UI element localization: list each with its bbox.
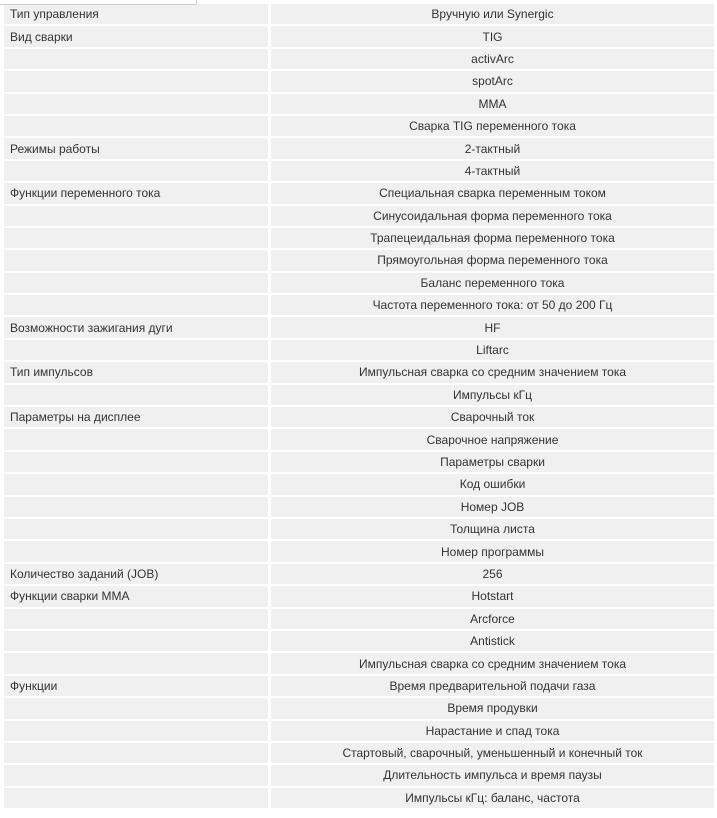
spec-name-cell xyxy=(4,49,271,71)
spec-value-cell: Толщина листа xyxy=(271,519,714,541)
spec-value-cell: Сварочное напряжение xyxy=(271,429,714,451)
table-row xyxy=(4,676,714,698)
spec-name-cell xyxy=(4,250,271,272)
spec-name-cell xyxy=(4,94,271,116)
spec-name-cell: Режимы работы xyxy=(4,138,271,160)
spec-value-cell: HF xyxy=(271,317,714,339)
spec-value-cell: Arcforce xyxy=(271,609,714,631)
spec-value-cell: Нарастание и спад тока xyxy=(271,721,714,743)
spec-name-cell xyxy=(4,295,271,317)
spec-value-cell: MMA xyxy=(271,94,714,116)
spec-name-cell: Тип импульсов xyxy=(4,362,271,384)
spec-name-cell xyxy=(4,698,271,720)
table-row xyxy=(4,788,714,811)
spec-name-cell: Функции xyxy=(4,676,271,698)
spec-name-cell xyxy=(4,497,271,519)
table-row xyxy=(4,765,714,787)
spec-name-cell xyxy=(4,743,271,765)
table-row xyxy=(4,49,714,71)
spec-name-cell xyxy=(4,609,271,631)
spec-value-cell: Сварочный ток xyxy=(271,407,714,429)
spec-name-cell: Вид сварки xyxy=(4,26,271,48)
spec-value-cell: Liftarc xyxy=(271,340,714,362)
spec-name-cell xyxy=(4,340,271,362)
spec-value-cell: Сварка TIG переменного тока xyxy=(271,116,714,138)
spec-name-cell xyxy=(4,206,271,228)
spec-value-cell: Импульсы кГц: баланс, частота xyxy=(271,788,714,811)
spec-value-cell: Импульсная сварка со средним значением тока xyxy=(271,362,714,384)
table-row xyxy=(4,497,714,519)
table-row xyxy=(4,407,714,429)
spec-name-cell: Функции сварки MMA xyxy=(4,586,271,608)
table-row xyxy=(4,609,714,631)
spec-name-cell: Возможности зажигания дуги xyxy=(4,317,271,339)
spec-value-cell: Параметры сварки xyxy=(271,452,714,474)
spec-name-cell: Количество заданий (JOB) xyxy=(4,564,271,586)
table-row xyxy=(4,4,714,26)
table-row xyxy=(4,295,714,317)
spec-value-cell: Специальная сварка переменным током xyxy=(271,183,714,205)
table-row xyxy=(4,116,714,138)
table-row xyxy=(4,138,714,160)
spec-value-cell: Номер JOB xyxy=(271,497,714,519)
spec-value-cell: Antistick xyxy=(271,631,714,653)
table-row xyxy=(4,586,714,608)
table-row xyxy=(4,698,714,720)
spec-name-cell xyxy=(4,541,271,563)
spec-name-cell: Функции переменного тока xyxy=(4,183,271,205)
spec-name-cell xyxy=(4,429,271,451)
spec-value-cell: Стартовый, сварочный, уменьшенный и конечный ток xyxy=(271,743,714,765)
table-row xyxy=(4,743,714,765)
spec-name-cell xyxy=(4,765,271,787)
table-row xyxy=(4,317,714,339)
table-row xyxy=(4,26,714,48)
spec-name-cell xyxy=(4,653,271,675)
specifications-table-body xyxy=(4,4,714,811)
spec-value-cell: 4-тактный xyxy=(271,161,714,183)
table-row xyxy=(4,250,714,272)
specifications-table xyxy=(4,4,714,811)
spec-name-cell xyxy=(4,161,271,183)
spec-value-cell: spotArc xyxy=(271,71,714,93)
table-row xyxy=(4,452,714,474)
top-tab-edge xyxy=(0,0,197,5)
table-row xyxy=(4,94,714,116)
spec-value-cell: Вручную или Synergic xyxy=(271,4,714,26)
spec-value-cell: Баланс переменного тока xyxy=(271,273,714,295)
table-row xyxy=(4,206,714,228)
table-row xyxy=(4,429,714,451)
spec-value-cell: Трапецеидальная форма переменного тока xyxy=(271,228,714,250)
table-row xyxy=(4,631,714,653)
table-row xyxy=(4,519,714,541)
table-row xyxy=(4,721,714,743)
table-row xyxy=(4,273,714,295)
spec-value-cell: activArc xyxy=(271,49,714,71)
spec-name-cell xyxy=(4,452,271,474)
spec-value-cell: Hotstart xyxy=(271,586,714,608)
spec-name-cell xyxy=(4,116,271,138)
spec-value-cell: Время предварительной подачи газа xyxy=(271,676,714,698)
spec-value-cell: 2-тактный xyxy=(271,138,714,160)
spec-value-cell: 256 xyxy=(271,564,714,586)
table-row xyxy=(4,362,714,384)
table-row xyxy=(4,161,714,183)
spec-name-cell xyxy=(4,631,271,653)
table-row xyxy=(4,653,714,675)
spec-name-cell xyxy=(4,721,271,743)
spec-value-cell: Прямоугольная форма переменного тока xyxy=(271,250,714,272)
spec-name-cell xyxy=(4,788,271,811)
spec-value-cell: TIG xyxy=(271,26,714,48)
table-row xyxy=(4,564,714,586)
spec-value-cell: Импульсная сварка со средним значением тока xyxy=(271,653,714,675)
table-row xyxy=(4,541,714,563)
spec-value-cell: Номер программы xyxy=(271,541,714,563)
spec-name-cell xyxy=(4,71,271,93)
spec-name-cell xyxy=(4,228,271,250)
spec-value-cell: Время продувки xyxy=(271,698,714,720)
spec-name-cell: Параметры на дисплее xyxy=(4,407,271,429)
spec-name-cell xyxy=(4,519,271,541)
spec-value-cell: Синусоидальная форма переменного тока xyxy=(271,206,714,228)
table-row xyxy=(4,228,714,250)
spec-value-cell: Длительность импульса и время паузы xyxy=(271,765,714,787)
spec-name-cell: Тип управления xyxy=(4,4,271,26)
table-frame-bottom xyxy=(0,812,717,818)
table-row xyxy=(4,474,714,496)
spec-value-cell: Код ошибки xyxy=(271,474,714,496)
table-row xyxy=(4,340,714,362)
spec-name-cell xyxy=(4,273,271,295)
table-row xyxy=(4,385,714,407)
table-row xyxy=(4,183,714,205)
spec-value-cell: Частота переменного тока: от 50 до 200 Гц xyxy=(271,295,714,317)
table-row xyxy=(4,71,714,93)
spec-name-cell xyxy=(4,474,271,496)
spec-value-cell: Импульсы кГц xyxy=(271,385,714,407)
spec-name-cell xyxy=(4,385,271,407)
